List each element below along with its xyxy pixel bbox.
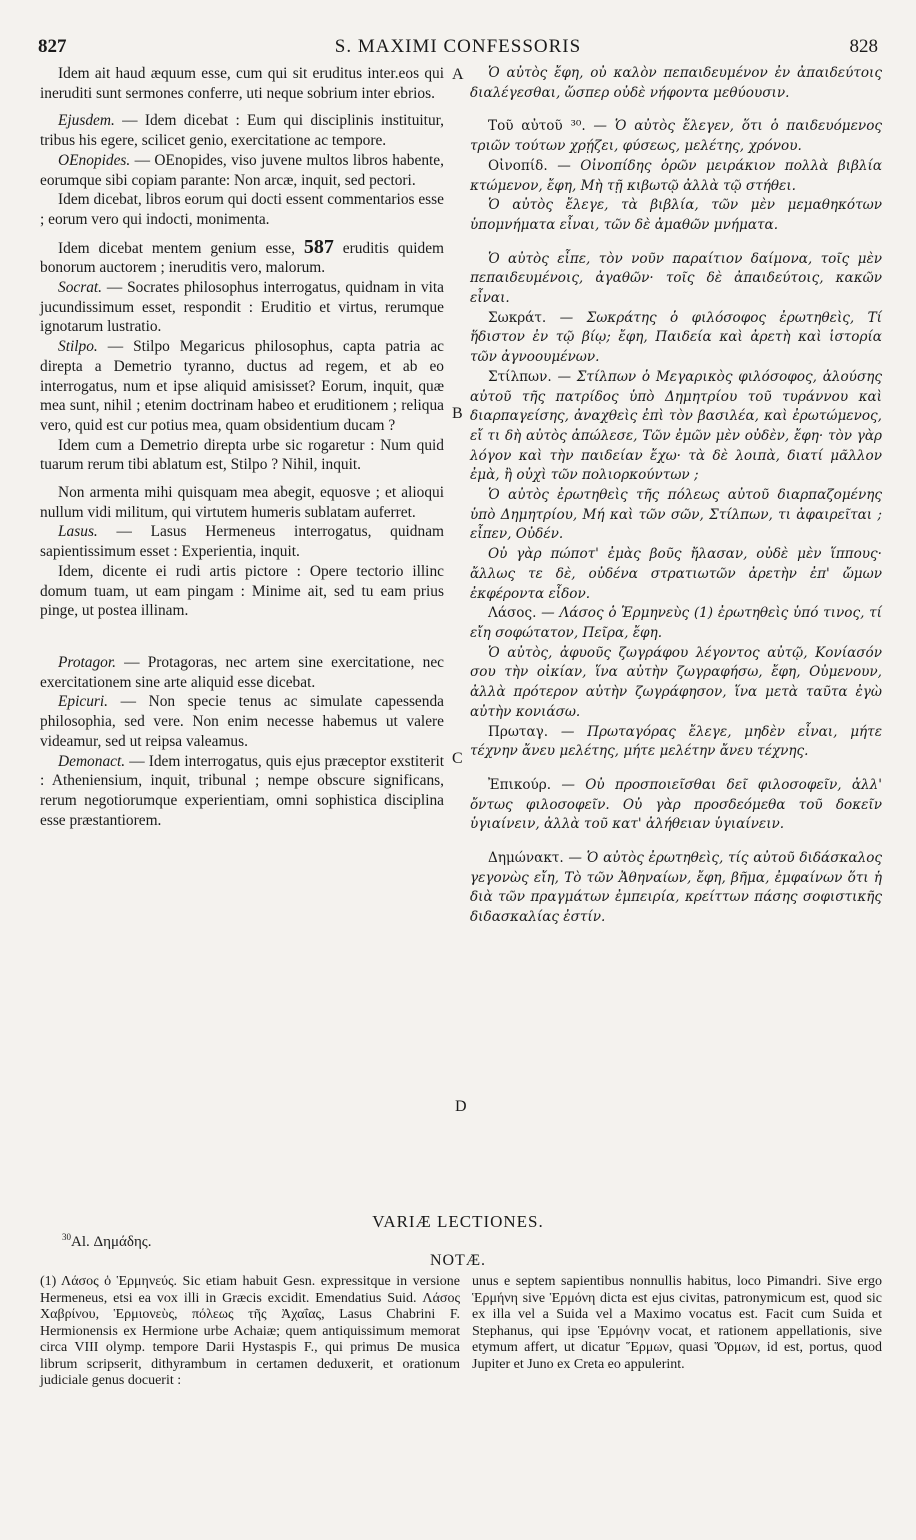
- greek-para: Ὁ αὐτὸς εἶπε, τὸν νοῦν παραίτιον δαίμονα, τοῖς μὲν πεπαιδευμένοις, ἀγαθῶν· τοῖς δὲ ἀπαιδεύτοις, κακῶν εἶναι.: [470, 250, 882, 307]
- greek-para: Οἰνοπίδ. — Οἰνοπίδης ὁρῶν μειράκιον πολλὰ βιβλία κτώμενον, ἔφη, Μὴ τῇ κιβωτῷ ἀλλὰ τῷ στήθει.: [470, 157, 882, 194]
- latin-para: Idem cum a Demetrio direpta urbe sic rogaretur : Num quid tuarum rerum tibi ablatum est, Stilpo ? Nihil, inquit.: [40, 436, 444, 474]
- page-header: [38, 36, 878, 60]
- greek-para: Ἐπικούρ. — Οὐ προσποιεῖσθαι δεῖ φιλοσοφεῖν, ἀλλ' ὄντως φιλοσοφεῖν. Οὐ γὰρ προσδεόμεθα τοῦ δοκεῖν ὑγιαίνειν, ἀλλὰ τοῦ κατ' ἀλήθειαν ὑγιαίνειν.: [470, 776, 882, 833]
- greek-column: [470, 64, 882, 928]
- latin-para: Lasus. — Lasus Hermeneus interrogatus, quidnam sapientissimum esset : Experientia, inquit.: [40, 523, 444, 561]
- latin-para: Idem dicebat mentem genium esse, 587 eruditis quidem bonorum auctorem ; ineruditis vero, malorum.: [40, 235, 444, 277]
- latin-para: Non armenta mihi quisquam mea abegit, equosve ; et alioqui nullum vidi militum, qui virtutem humeris sublatam auferret.: [40, 484, 444, 521]
- greek-para: Ὁ αὐτὸς, ἀφυοῦς ζωγράφου λέγοντος αὐτῷ, Κονίασόν σου τὴν οἰκίαν, ἵνα αὐτὴν ζωγραφήσω, ἔφη, Οὐμενουν, ἀλλὰ πρότερον αὐτὴν ζωγράφησον, ἵνα μετὰ ταῦτα ἐγὼ αὐτὴν κονιάσω.: [470, 644, 882, 720]
- margin-letter-b: B: [452, 405, 463, 422]
- latin-para: Ejusdem. — Idem dicebat : Eum qui disciplinis instituitur, tribus his egere, scilicet genio, exercitatione ac tempore.: [40, 112, 444, 150]
- notae-heading: NOTÆ.: [429, 1252, 487, 1269]
- greek-para: Στίλπων. — Στίλπων ὁ Μεγαρικὸς φιλόσοφος, ἁλούσης αὐτοῦ τῆς πατρίδος ὑπὸ Δημητρίου τοῦ τυράννου καὶ διαρπαγείσης, ἀναχθεὶς ἐπὶ τὸν βασιλέα, καὶ ἐρωτώμενος, εἴ τι δὴ αὐτὸς ἀπώλεσε, Τῶν ἐμῶν μὲν οὐδὲν, ἔφη· τὸν γὰρ λόγον καὶ τὴν παιδείαν ἔχω· τὰ δὲ λοιπὰ, διατί μᾶλλον ἐμὰ, ἢ οὐχὶ τῶν πολιορκούντων ;: [470, 368, 882, 484]
- column-number-marker: 587: [303, 235, 334, 258]
- greek-para: Δημώνακτ. — Ὁ αὐτὸς ἐρωτηθεὶς, τίς αὐτοῦ διδάσκαλος γεγονὼς εἴη, Τὸ τῶν Ἀθηναίων, ἔφη, βῆμα, ἐμφαίνων ὅτι ἡ διὰ τῶν πραγμάτων ἐμπειρία, κρείττων πάσης σοφιστικῆς διδασκαλίας ἐστίν.: [470, 850, 882, 926]
- latin-para: Idem, dicente ei rudi artis pictore : Opere tectorio illinc domum tuam, ut eam pingam : Minime ait, sed tu eam prius pinge, ut postea illinam.: [40, 562, 444, 620]
- latin-para: Demonact. — Idem interrogatus, quis ejus præceptor exstiterit : Atheniensium, inquit, tribunal ; nempe obscure significans, rerum negotiorumque experientiam, omni sophistica disciplina esse præstantiorem.: [40, 752, 444, 829]
- running-title: S. MAXIMI CONFESSORIS: [334, 36, 582, 57]
- latin-para: Idem ait haud æquum esse, cum qui sit eruditus inter.eos qui ineruditi sunt sermones conferre, uti neque sobrium inter ebrios.: [40, 65, 444, 102]
- variant-reading: $^{30}$Al. Δημάδης.: [62, 1232, 152, 1250]
- latin-para: Stilpo. — Stilpo Megaricus philosophus, capta patria ac direpta a Demetrio tyranno, ductus ad regem, et ab eo interrogatus, num et ipse aliquid amisisset? Eorum, inquit, quæ mea sunt, nihil ; etenim doctrinam habeo et eruditionem ; reliqua vero, quid est cur potius mea, quam obsidentium ducam ?: [40, 338, 444, 434]
- page-number-right: 828: [849, 36, 878, 57]
- latin-column: [40, 64, 444, 830]
- greek-para: Ὁ αὐτὸς ἔλεγε, τὰ βιβλία, τῶν μὲν μεμαθηκότων ὑπομνήματα εἶναι, τῶν δὲ ἀμαθῶν μνήματα.: [470, 197, 882, 233]
- latin-para: Socrat. — Socrates philosophus interrogatus, quidnam in vita jucundissimum esset, respondit : Eruditio et virtus, rerumque ignotarum lustratio.: [40, 279, 444, 336]
- greek-para: Σωκράτ. — Σωκράτης ὁ φιλόσοφος ἐρωτηθεὶς, Τί ἥδιστον ἐν τῷ βίῳ; ἔφη, Παιδεία καὶ ἀρετὴ καὶ ἱστορία τῶν ἀγνοουμένων.: [470, 309, 882, 366]
- margin-letter-a: A: [452, 66, 464, 83]
- greek-para: Ὁ αὐτὸς ἔφη, οὐ καλὸν πεπαιδευμένον ἐν ἀπαιδεύτοις διαλέγεσθαι, ὥσπερ οὐδὲ νήφοντα μεθύουσιν.: [470, 65, 882, 101]
- latin-para: Protagor. — Protagoras, nec artem sine exercitatione, nec exercitationem sine arte aliquid esse dicebat.: [40, 653, 444, 691]
- greek-para: Ὁ αὐτὸς ἐρωτηθεὶς τῆς πόλεως αὐτοῦ διαρπαζομένης ὑπὸ Δημητρίου, Μή καὶ τῶν σῶν, Στίλπων, τι ἀφαιρεῖται ; εἶπεν, Οὐδέν.: [470, 487, 882, 543]
- greek-para: Τοῦ αὐτοῦ ³⁰. — Ὁ αὐτὸς ἔλεγεν, ὅτι ὁ παιδευόμενος τριῶν τούτων χρῄζει, φύσεως, μελέτης, χρόνου.: [470, 118, 882, 155]
- latin-para: Idem dicebat, libros eorum qui docti essent commentarios esse ; eorum vero qui indocti, monimenta.: [40, 191, 444, 228]
- greek-para: Οὐ γὰρ πώποτ' ἐμὰς βοῦς ἤλασαν, οὐδὲ μὲν ἵππους· ἄλλως τε δὲ, οὐδένα στρατιωτῶν ἀρετὴν ἐπ' ὤμων ἐκφέροντα εἶδον.: [470, 546, 882, 602]
- note-left: (1) Λάσος ὁ Ἑρμηνεύς. Sic etiam habuit Gesn. expressitque in versione Hermeneus, etsi ea vox illi in Græcis excidit. Emendatius Suid. Λάσος Χαβρίνου, Ἑρμιονεὺς, πόλεως τῆς Ἀχαΐας, Lasus Chabrini F. Hermionensis ex Hermione urbe Achaiæ; quem antiquissimum memorat circa VIII olymp. tempore Darii Hystaspis F., qui primus De musica librum scripserit, dithyrambum in certamen deduxerit, et orationum judiciale genus docuerit :: [40, 1274, 460, 1388]
- latin-para: OEnopides. — OEnopides, viso juvene multos libros habente, eorumque sibi copiam parante: Non arcæ, inquit, sed pectori.: [40, 151, 444, 189]
- page-number-left: 827: [38, 36, 67, 57]
- margin-letter-c: C: [452, 750, 463, 767]
- margin-letter-d: D: [455, 1098, 467, 1115]
- greek-para: Πρωταγ. — Πρωταγόρας ἔλεγε, μηδὲν εἶναι, μήτε τέχνην ἄνευ μελέτης, μήτε μελέτην ἄνευ τέχνης.: [470, 723, 882, 760]
- greek-para: Λάσος. — Λάσος ὁ Ἑρμηνεὺς (1) ἐρωτηθεὶς ὑπό τινος, τί εἴη σοφώτατον, Πεῖρα, ἔφη.: [470, 605, 882, 641]
- latin-para: Epicuri. — Non specie tenus ac simulate capessenda philosophia, sed vere. Non enim necesse habemus ut valere videamur, sed ut reipsa valeamus.: [40, 693, 444, 750]
- note-right: unus e septem sapientibus nonnullis habitus, loco Pimandri. Sive ergo Ἑρμήνη sive Ἑρμόνη dicta est ejus civitas, patronymicum est, quod sic ex illa vel a Suida vel a Maximo vocatus est. Facit cum Suida et Stephanus, qui ipse Ἑρμόνην vocat, et rationem appellationis, sive etymum affert, ut dicatur Ἕρμων, quasi Ὅρμων, id est, portus, quod Jupiter et Juno ex Creta eo appulerint.: [472, 1274, 882, 1372]
- variae-lectiones-heading: VARIÆ LECTIONES.: [372, 1212, 544, 1231]
